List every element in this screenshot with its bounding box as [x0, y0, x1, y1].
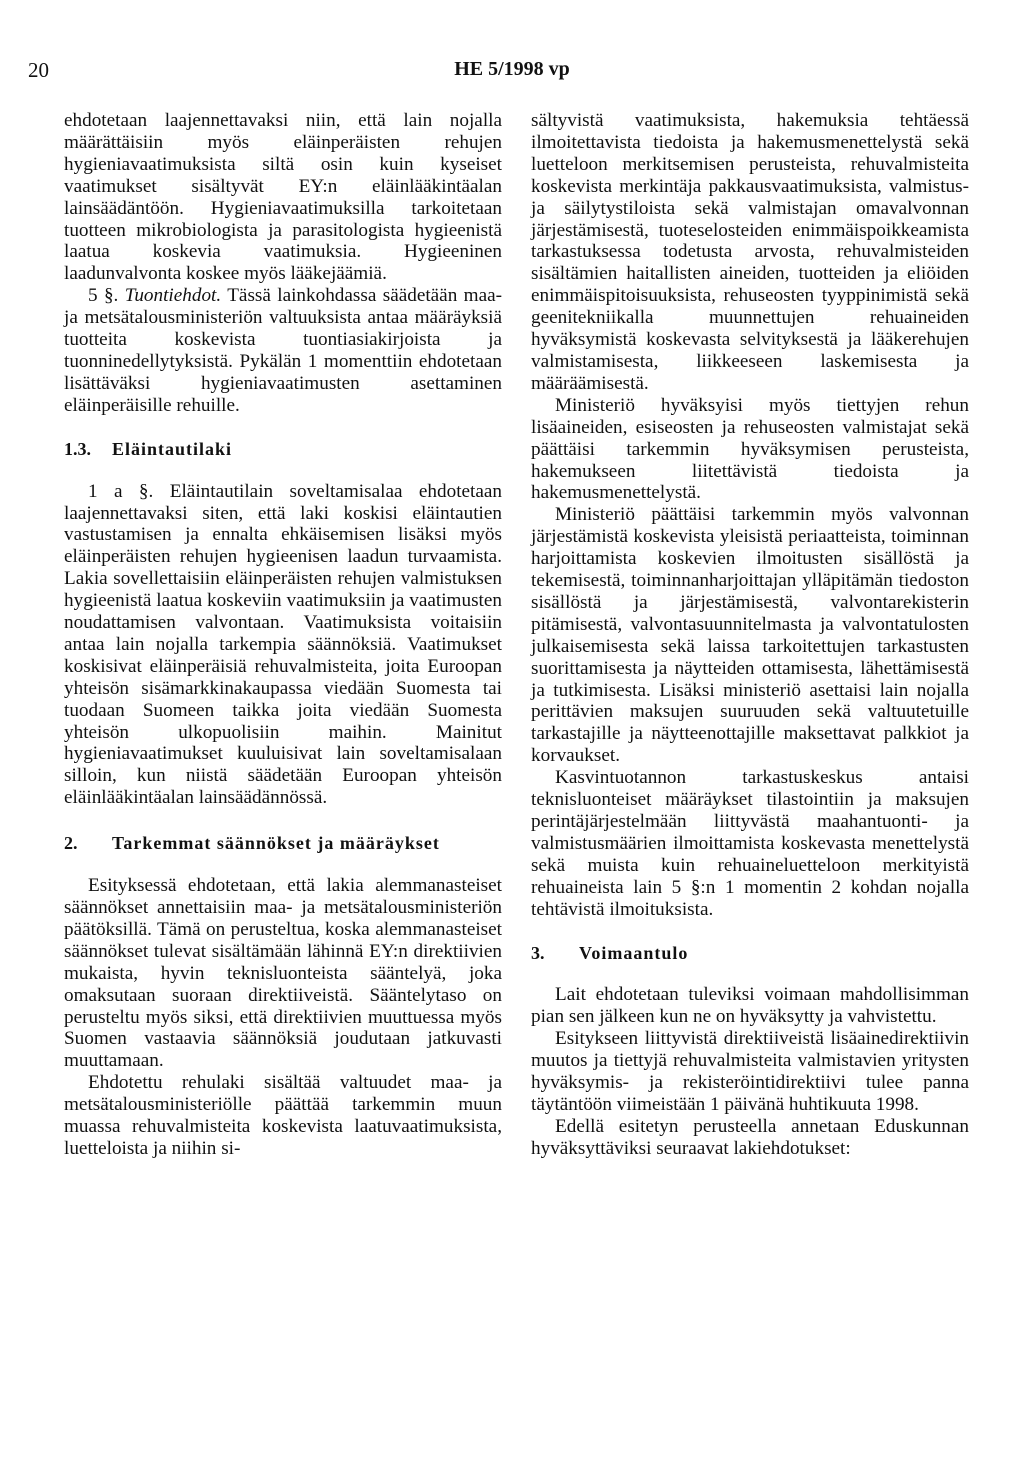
- section-number: 1 a §.: [88, 480, 154, 502]
- section-title: Tuontiehdot.: [124, 285, 222, 307]
- right-column: [531, 110, 969, 1160]
- heading-number: 1.3.: [64, 438, 91, 459]
- paragraph: Ehdotettu rehulaki sisältää valtuudet maa- ja metsätalousministeriölle päättää tarkemmin muun muassa rehuvalmisteita koskevista laatuvaatimuksista, luetteloista ja niihin si-: [64, 1072, 502, 1159]
- paragraph: Kasvintuotannon tarkastuskeskus antaisi teknisluonteiset määräykset tilastointiin ja maksujen perintäjärjestelmään liittyvästä maahantuonti- ja valmistusmäärien ilmoittamista koskevasta menettelystä sekä muista kuin rehuaineluetteloon merkityistä rehuaineista lain 5 §:n 1 momentin 2 kohdan nojalla tehtävistä ilmoituksista.: [531, 767, 969, 920]
- heading-number: 2.: [64, 833, 78, 854]
- heading-title: Tarkemmat säännökset ja määräykset: [112, 833, 440, 854]
- heading-title: Voimaantulo: [579, 942, 689, 963]
- paragraph: Esityksessä ehdotetaan, että lakia alemmanasteiset säännökset annettaisiin maa- ja metsätalousministeriön päätöksillä. Tämä on perusteltua, koska alemmanasteiset säännökset tulevat sisältämään lähinnä EY:n direktiivien mukaista, hyvin teknisluonteista sääntelyä, joka omaksutaan suoraan direktiiveistä. Sääntelytaso on perusteltu myös siksi, että direktiivien muuttuessa myös Suomen vastaavia säännöksiä joudutaan jatkuvasti muuttamaan.: [64, 875, 502, 1072]
- running-head: HE 5/1998 vp: [454, 58, 570, 80]
- page-number: 20: [28, 58, 49, 82]
- left-column: [64, 110, 502, 1160]
- paragraph: Edellä esitetyn perusteella annetaan Eduskunnan hyväksyttäviksi seuraavat lakiehdotukset:: [531, 1115, 969, 1159]
- section-heading: [531, 943, 969, 965]
- paragraph: ehdotetaan laajennettavaksi niin, että lain nojalla määrättäisiin myös eläinperäisten rehujen hygieniavaatimuksista siltä osin kuin kyseiset vaatimukset sisältyvät EY:n eläinlääkintäalan lainsäädäntöön. Hygieniavaatimuksilla tarkoitetaan tuotteen mikrobiologista ja parasitologista hygieenistä laatua koskevia vaatimuksia. Hygieeninen laadunvalvonta koskee myös lääkejäämiä.: [64, 110, 502, 285]
- paragraph: [64, 481, 502, 810]
- paragraph: Esitykseen liittyvistä direktiiveistä lisäainedirektiivin muutos ja tiettyjä rehuvalmisteita valmistavien yritysten hyväksymis- ja rekisteröintidirektiivi tulee panna täytäntöön viimeistään 1 päivänä huhtikuuta 1998.: [531, 1028, 969, 1115]
- paragraph: Ministeriö hyväksyisi myös tiettyjen rehun lisäaineiden, esiseosten ja rehuseosten valmistajat sekä päättäisi tarkemmin hyväksymisen perusteista, hakemukseen liitettävistä tiedoista ja hakemusmenettelystä.: [531, 394, 969, 504]
- section-number: 5 §.: [88, 285, 119, 307]
- heading-title: Eläintautilaki: [112, 438, 233, 459]
- paragraph: [64, 285, 502, 416]
- section-heading: [64, 833, 502, 855]
- section-heading: [64, 439, 502, 461]
- section-text: Eläintautilain soveltamisalaa ehdotetaan laajennettavaksi siten, että laki koskisi eläintautien vastustamisen ja ennalta ehkäisemisen lisäksi myös eläinperäisten rehujen hygieenisen laadun turvaamista. Lakia sovellettaisiin eläinperäisten rehujen valmistuksen hygieenistä laatua koskeviin vaatimuksiin ja vaatimusten noudattamisen valvontaan. Vaatimuksista voitaisiin antaa lain nojalla tarkempia säännöksiä. Vaatimukset koskisivat eläinperäisiä rehuvalmisteita, joita Euroopan yhteisön sisämarkkinakaupassa viedään Suomesta tai tuodaan Suomeen taikka joita viedään Suomesta yhteisön ulkopuolisiin maihin. Mainitut hygieniavaatimukset kuuluisivat lain soveltamisalaan silloin, kun niistä säädetään Euroopan yhteisön eläinlääkintäalan lainsäädännössä.: [64, 480, 502, 809]
- paragraph: Ministeriö päättäisi tarkemmin myös valvonnan järjestämistä koskevista yleisistä periaatteista, toiminnan harjoittamista koskevien ilmoitusten sisällöstä ja tekemisestä, toiminnanharjoittajan ylläpitämän tiedoston sisällöstä ja järjestämisestä, valvontarekisterin pitämisestä, valvontasuunnitelmasta ja valvontatulosten julkaisemisesta sekä laissa tarkoitettujen tarkastusten suorittamisesta ja näytteiden ottamisesta, lähettämisestä ja tutkimisesta. Lisäksi ministeriö asettaisi lain nojalla perittävien maksujen suuruuden sekä valtuutetuille tarkastajille ja näytteenottajille maksettavat palkkiot ja korvaukset.: [531, 504, 969, 767]
- paragraph: sältyvistä vaatimuksista, hakemuksia tehtäessä ilmoitettavista tiedoista ja hakemusmenettelystä sekä luetteloon merkitsemisen perusteista, rehuvalmisteita koskevista merkintäja pakkausvaatimuksista, valmistus- ja säilytystiloista sekä valmistajan omavalvonnan järjestämisestä, tuoteselosteiden enimmäispoikkeamista tarkastuksessa todetusta arvosta, rehuvalmisteiden sisältämien haitallisten aineiden, tuotteiden ja eliöiden enimmäispitoisuuksista, rehuseosten tyyppinimistä sekä geenitekniikalla muunnettujen rehuaineiden hyväksymistä koskevasta selvityksestä ja lääkerehujen valmistamisesta, liikkeeseen laskemisesta ja määräämisestä.: [531, 110, 969, 394]
- paragraph: Lait ehdotetaan tuleviksi voimaan mahdollisimman pian sen jälkeen kun ne on hyväksytty ja vahvistettu.: [531, 984, 969, 1028]
- section-text: Tässä lainkohdassa säädetään maa- ja metsätalousministeriön valtuuksista antaa määräyksiä tuotteita koskevista tuontiasiakirjoista ja tuonninedellytyksistä. Pykälän 1 momenttiin ehdotetaan lisättäväksi hygieniavaatimusten asettaminen eläinperäisille rehuille.: [64, 285, 502, 416]
- heading-number: 3.: [531, 942, 545, 963]
